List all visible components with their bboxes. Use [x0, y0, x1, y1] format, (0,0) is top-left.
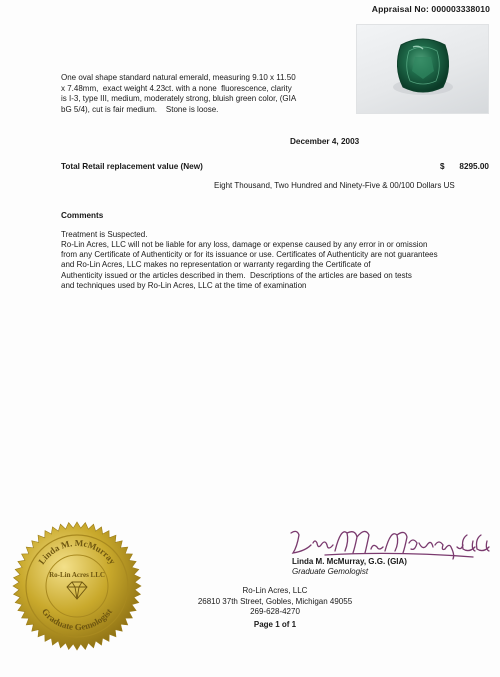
- emerald-stone-icon: [357, 25, 488, 113]
- company-name: Ro-Lin Acres, LLC: [242, 586, 308, 595]
- appraisal-number: Appraisal No: 000003338010: [371, 4, 490, 14]
- comments-heading: Comments: [61, 211, 104, 220]
- appraisal-date: December 4, 2003: [290, 137, 360, 146]
- seal-bottom-text: Graduate Gemologist: [39, 606, 114, 633]
- treatment-note: Treatment is Suspected.: [61, 230, 148, 239]
- stone-description: One oval shape standard natural emerald, measuring 9.10 x 11.50 x 7.48mm, exact weight 4.23ct. with a none fluorescence, clarity is I-3, type III, medium, moderately strong, bluish green color, (GIA bG 5/4), cut is fair medium. Stone is loose.: [61, 73, 297, 114]
- amount-in-words: Eight Thousand, Two Hundred and Ninety-Five & 00/100 Dollars US: [214, 181, 455, 190]
- appraiser-title: Graduate Gemologist: [292, 567, 369, 576]
- signature-icon: [285, 521, 495, 561]
- total-value-amount: 8295.00: [459, 162, 489, 171]
- currency-symbol: $: [440, 162, 445, 171]
- emerald-photo: [356, 24, 489, 114]
- company-footer: [170, 586, 380, 630]
- seal-center-text: Ro-Lin Acres LLC: [49, 571, 105, 579]
- seal-top-text: Linda M. McMurray: [36, 537, 118, 567]
- page-number: Page 1 of 1: [253, 619, 297, 629]
- total-value-label: Total Retail replacement value (New): [61, 162, 203, 171]
- company-phone: 269-628-4270: [250, 607, 300, 616]
- liability-disclaimer: Ro-Lin Acres, LLC will not be liable for any loss, damage or expense caused by any error in or omission from any Certificate of Authenticity or for its issuance or use. Certificates of Authenticity are not guarantees and Ro-Lin Acres, LLC makes no representation or warranty regarding the Certificate of Authenticity issued or the articles described in them. Descriptions of the articles are based on tests and techniques used by Ro-Lin Acres, LLC at the time of examination: [61, 240, 438, 290]
- gold-seal-icon: [12, 521, 142, 651]
- company-address: 26810 37th Street, Gobles, Michigan 49055: [197, 596, 353, 606]
- appraiser-name: Linda M. McMurray, G.G. (GIA): [292, 557, 407, 566]
